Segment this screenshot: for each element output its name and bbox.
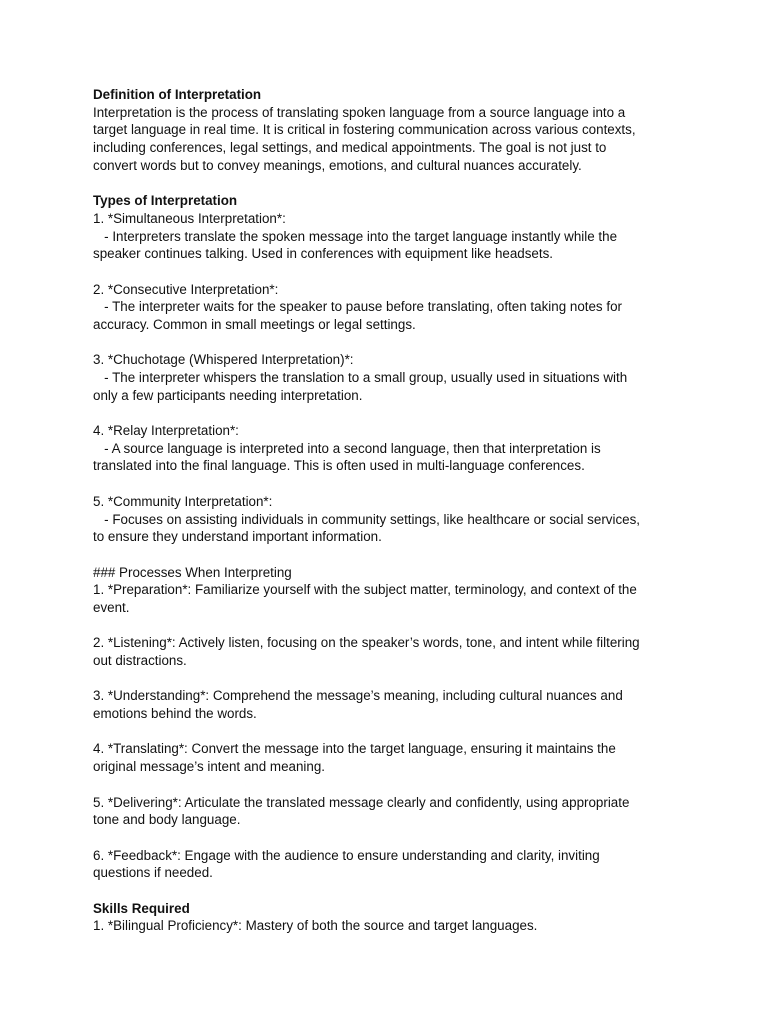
process-item-line: out distractions.: [93, 653, 187, 668]
process-item-line: 1. *Preparation*: Familiarize yourself with the subject matter, terminology, and context of the: [93, 582, 637, 598]
paragraph-line: convert words but to convey meanings, emotions, and cultural nuances accurately.: [93, 157, 582, 173]
paragraph-line: Interpretation is the process of translating spoken language from a source language into a: [93, 104, 626, 120]
document-page: [93, 86, 683, 935]
process-item-line: 5. *Delivering*: Articulate the translated message clearly and confidently, using appropriate: [93, 794, 630, 810]
type-item-title: 2. *Consecutive Interpretation*:: [93, 281, 279, 297]
section-heading-definition: Definition of Interpretation: [93, 87, 262, 102]
type-item-line: - A source language is interpreted into a second language, then that interpretation is: [93, 440, 601, 456]
type-item-title: 3. *Chuchotage (Whispered Interpretation)*:: [93, 352, 354, 368]
type-item-line: to ensure they understand important information.: [93, 529, 382, 545]
type-item-title: 4. *Relay Interpretation*:: [93, 423, 239, 439]
type-item-title: 1. *Simultaneous Interpretation*:: [93, 210, 286, 226]
paragraph-line: target language in real time. It is critical in fostering communication across various contexts,: [93, 122, 636, 138]
process-item-line: original message’s intent and meaning.: [93, 759, 326, 775]
process-item-line: 3. *Understanding*: Comprehend the message’s meaning, including cultural nuances and: [93, 688, 623, 704]
skill-item-line: 1. *Bilingual Proficiency*: Mastery of both the source and target languages.: [93, 918, 538, 934]
type-item-line: - The interpreter waits for the speaker to pause before translating, often taking notes for: [93, 299, 622, 315]
process-item-line: event.: [93, 599, 130, 615]
spacer: [93, 617, 683, 635]
process-item-line: tone and body language.: [93, 812, 241, 828]
type-item-line: translated into the final language. This is often used in multi-language conferences.: [93, 458, 585, 474]
spacer: [93, 404, 683, 422]
section-heading-skills: Skills Required: [93, 900, 190, 916]
process-item-line: questions if needed.: [93, 865, 213, 881]
type-item-line: accuracy. Common in small meetings or legal settings.: [93, 316, 416, 332]
spacer: [93, 882, 683, 900]
section-heading-processes: ### Processes When Interpreting: [93, 564, 292, 580]
spacer: [93, 829, 683, 847]
spacer: [93, 546, 683, 564]
type-item-title: 5. *Community Interpretation*:: [93, 493, 273, 509]
spacer: [93, 475, 683, 493]
type-item-line: - The interpreter whispers the translation to a small group, usually used in situations with: [93, 370, 628, 385]
type-item-line: - Focuses on assisting individuals in community settings, like healthcare or social services,: [93, 511, 641, 527]
section-heading-types: Types of Interpretation: [93, 193, 238, 209]
spacer: [93, 263, 683, 281]
type-item-line: - Interpreters translate the spoken message into the target language instantly while the: [93, 228, 618, 244]
spacer: [93, 174, 683, 192]
type-item-line: speaker continues talking. Used in conferences with equipment like headsets.: [93, 246, 554, 262]
type-item-line: only a few participants needing interpretation.: [93, 387, 363, 403]
process-item-line: 4. *Translating*: Convert the message into the target language, ensuring it maintains the: [93, 741, 616, 757]
spacer: [93, 776, 683, 794]
spacer: [93, 334, 683, 352]
paragraph-line: including conferences, legal settings, and medical appointments. The goal is not just to: [93, 140, 607, 156]
spacer: [93, 723, 683, 741]
process-item-line: 2. *Listening*: Actively listen, focusing on the speaker’s words, tone, and intent while filtering: [93, 635, 640, 651]
process-item-line: 6. *Feedback*: Engage with the audience to ensure understanding and clarity, inviting: [93, 847, 600, 863]
spacer: [93, 670, 683, 688]
process-item-line: emotions behind the words.: [93, 706, 257, 722]
